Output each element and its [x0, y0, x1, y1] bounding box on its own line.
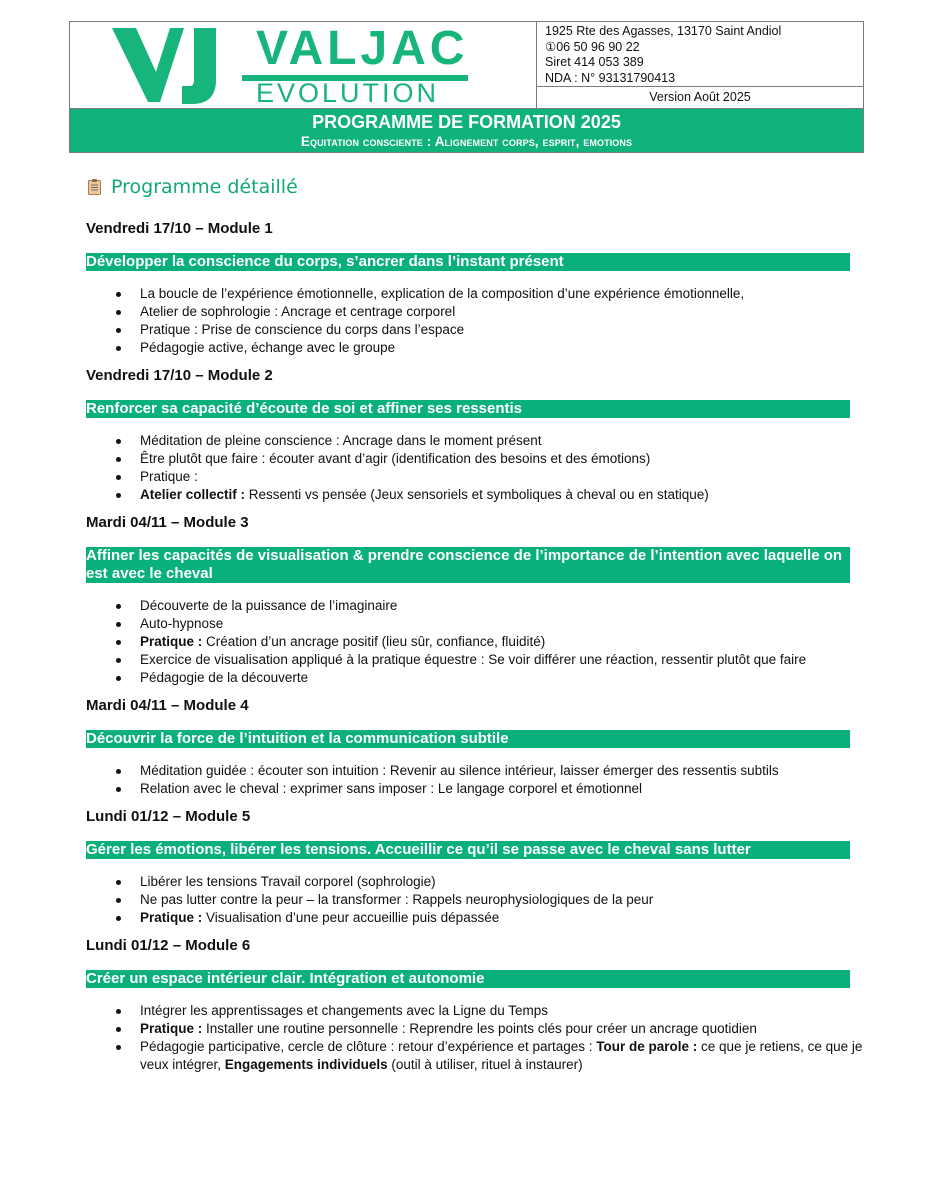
list-item: [86, 597, 866, 615]
item-text: Ne pas lutter contre la peur – la transformer : Rappels neurophysiologiques de la peur: [140, 892, 654, 907]
item-label: Pratique :: [140, 1021, 203, 1036]
item-text: ce que je retiens, ce que je veux intégrer,: [140, 1039, 863, 1072]
bullet-icon: [116, 310, 121, 315]
bullet-icon: [116, 769, 121, 774]
module-section: [86, 808, 866, 927]
item-emphasis: Engagements individuels: [224, 1057, 388, 1072]
bullet-icon: [116, 346, 121, 351]
module-items: [86, 1002, 866, 1074]
module-items: [86, 873, 866, 927]
module-items: [86, 285, 866, 357]
list-item: [86, 1038, 866, 1074]
module-items: [86, 762, 866, 798]
bullet-icon: [116, 787, 121, 792]
logo-cell: [70, 22, 537, 108]
list-item: [86, 285, 866, 303]
module-items: [86, 432, 866, 504]
logo-wordmark: VALJAC: [256, 22, 469, 75]
bullet-icon: [116, 880, 121, 885]
list-item: [86, 303, 866, 321]
module-day-heading: Lundi 01/12 – Module 5: [86, 808, 251, 825]
module-title-bar: Renforcer sa capacité d’écoute de soi et affiner ses ressentis: [86, 400, 850, 418]
item-text: Pédagogie active, échange avec le groupe: [140, 340, 396, 355]
list-item: [86, 468, 866, 486]
module-day-heading: Mardi 04/11 – Module 3: [86, 514, 249, 531]
bullet-icon: [116, 1045, 121, 1050]
bullet-icon: [116, 439, 121, 444]
bullet-icon: [116, 898, 121, 903]
list-item: [86, 1020, 866, 1038]
company-phone: ①06 50 96 90 22: [545, 39, 640, 54]
item-text: Pédagogie participative, cercle de clôture : retour d’expérience et partages :: [140, 1039, 597, 1054]
list-item: [86, 780, 866, 798]
bullet-icon: [116, 1027, 121, 1032]
list-item: [86, 1002, 866, 1020]
company-nda: NDA : N° 93131790413: [545, 70, 676, 85]
bullet-icon: [116, 658, 121, 663]
module-title-bar: Affiner les capacités de visualisation & prendre conscience de l’importance de l’intention avec laquelle on est avec le cheval: [86, 547, 850, 583]
item-label: Atelier collectif :: [140, 487, 246, 502]
document-header: [69, 21, 864, 153]
item-label: Pratique :: [140, 634, 203, 649]
module-section: [86, 367, 866, 504]
item-text: Pédagogie de la découverte: [140, 670, 309, 685]
bullet-icon: [116, 292, 121, 297]
vj-monogram-logo: [112, 28, 232, 106]
bullet-icon: [116, 475, 121, 480]
item-text: Auto-hypnose: [140, 616, 224, 631]
item-text: (outil à utiliser, rituel à instaurer): [387, 1057, 583, 1072]
item-text: Libérer les tensions Travail corporel (sophrologie): [140, 874, 436, 889]
item-text: Pratique : Prise de conscience du corps dans l’espace: [140, 322, 465, 337]
company-siret: Siret 414 053 389: [545, 55, 644, 69]
item-text: Ressenti vs pensée (Jeux sensoriels et symboliques à cheval ou en statique): [245, 487, 709, 502]
item-text: Exercice de visualisation appliqué à la pratique équestre : Se voir différer une réaction, ressentir plutôt que faire: [140, 652, 807, 667]
bullet-icon: [116, 457, 121, 462]
item-text: Relation avec le cheval : exprimer sans imposer : Le langage corporel et émotionnel: [140, 781, 643, 796]
item-text: Atelier de sophrologie : Ancrage et centrage corporel: [140, 304, 456, 319]
bullet-icon: [116, 916, 121, 921]
item-text: Intégrer les apprentissages et changements avec la Ligne du Temps: [140, 1003, 548, 1018]
module-day-heading: Vendredi 17/10 – Module 2: [86, 367, 273, 384]
clipboard-icon: [88, 179, 101, 195]
module-section: [86, 514, 866, 687]
bullet-icon: [116, 640, 121, 645]
item-text: Méditation de pleine conscience : Ancrage dans le moment présent: [140, 433, 542, 448]
item-text: Installer une routine personnelle : Reprendre les points clés pour créer un ancrage quotidien: [202, 1021, 757, 1036]
company-address: 1925 Rte des Agasses, 13170 Saint Andiol: [545, 24, 782, 38]
module-day-heading: Mardi 04/11 – Module 4: [86, 697, 249, 714]
module-section: [86, 937, 866, 1074]
document-version: Version Août 2025: [649, 90, 751, 104]
module-title-bar: Créer un espace intérieur clair. Intégration et autonomie: [86, 970, 850, 988]
list-item: [86, 651, 866, 669]
list-item: [86, 432, 866, 450]
section-heading: [88, 176, 298, 198]
module-title-bar: Développer la conscience du corps, s’ancrer dans l’instant présent: [86, 253, 850, 271]
module-day-heading: Vendredi 17/10 – Module 1: [86, 220, 273, 237]
list-item: [86, 339, 866, 357]
list-item: [86, 450, 866, 468]
module-title-bar: Découvrir la force de l’intuition et la communication subtile: [86, 730, 850, 748]
item-text: La boucle de l’expérience émotionnelle, explication de la composition d’une expérience émotionnelle,: [140, 286, 745, 301]
title-band: [70, 108, 863, 152]
company-info: [537, 22, 863, 87]
item-text: Découverte de la puissance de l’imaginaire: [140, 598, 398, 613]
section-title: Programme détaillé: [111, 176, 298, 198]
list-item: [86, 873, 866, 891]
module-items: [86, 597, 866, 687]
bullet-icon: [116, 604, 121, 609]
module-section: [86, 697, 866, 798]
item-emphasis: Tour de parole :: [596, 1039, 698, 1054]
logo-tagline: EVOLUTION: [256, 78, 440, 108]
modules-list: [86, 216, 866, 1074]
module-section: [86, 220, 866, 357]
list-item: [86, 486, 866, 504]
list-item: [86, 909, 866, 927]
bullet-icon: [116, 676, 121, 681]
module-day-heading: Lundi 01/12 – Module 6: [86, 937, 251, 954]
list-item: [86, 762, 866, 780]
document-title: PROGRAMME DE FORMATION 2025: [312, 112, 621, 132]
item-text: Pratique :: [140, 469, 198, 484]
list-item: [86, 321, 866, 339]
bullet-icon: [116, 1009, 121, 1014]
bullet-icon: [116, 328, 121, 333]
item-text: Être plutôt que faire : écouter avant d’agir (identification des besoins et des émotions): [140, 451, 651, 466]
item-text: Création d’un ancrage positif (lieu sûr, confiance, fluidité): [202, 634, 546, 649]
item-label: Pratique :: [140, 910, 203, 925]
list-item: [86, 669, 866, 687]
bullet-icon: [116, 493, 121, 498]
list-item: [86, 891, 866, 909]
module-title-bar: Gérer les émotions, libérer les tensions. Accueillir ce qu’il se passe avec le cheval sans lutter: [86, 841, 850, 859]
document-subtitle: Equitation consciente : Alignement corps, esprit, emotions: [300, 134, 633, 149]
list-item: [86, 615, 866, 633]
item-text: Méditation guidée : écouter son intuition : Revenir au silence intérieur, laisser émerger des ressentis subtils: [140, 763, 779, 778]
bullet-icon: [116, 622, 121, 627]
item-text: Visualisation d’une peur accueillie puis dépassée: [202, 910, 500, 925]
list-item: [86, 633, 866, 651]
